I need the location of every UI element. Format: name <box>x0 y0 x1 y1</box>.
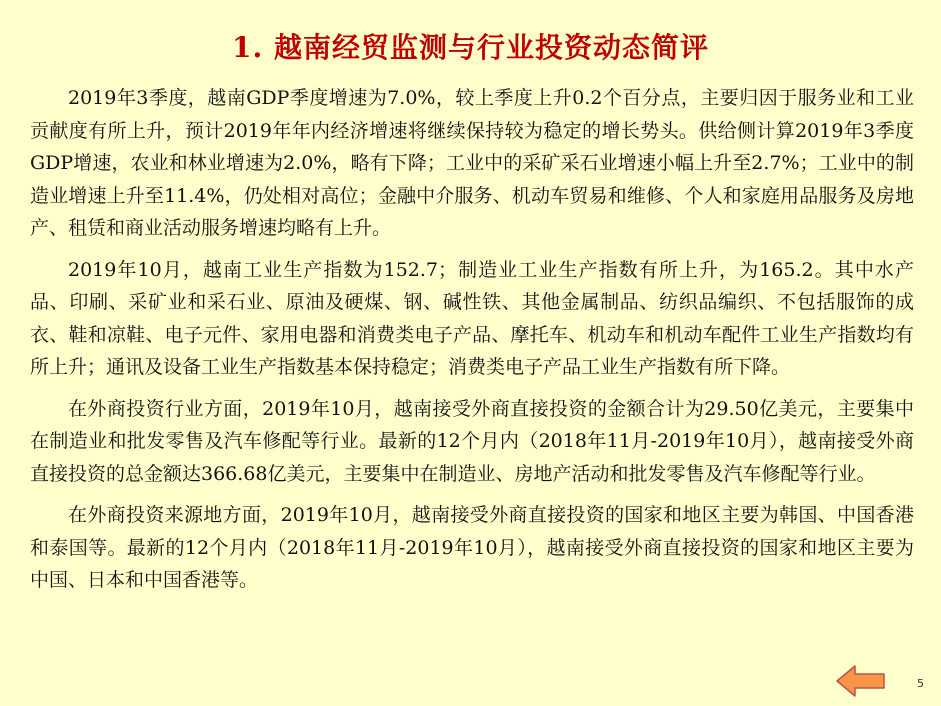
paragraph-gdp: 2019年3季度，越南GDP季度增速为7.0%，较上季度上升0.2个百分点，主要归因于服务业和工业贡献度有所上升，预计2019年年内经济增速将继续保持较为稳定的增长势头。供给侧计算2019年3季度GDP增速，农业和林业增速为2.0%，略有下降；工业中的采矿采石业增速小幅上升至2.7%；工业中的制造业增速上升至11.4%，仍处相对高位；金融中介服务、机动车贸易和维修、个人和家庭用品服务及房地产、租赁和商业活动服务增速均略有上升。 <box>30 87 914 239</box>
back-arrow-button[interactable] <box>835 663 887 699</box>
paragraph-fdi-source: 在外商投资来源地方面，2019年10月，越南接受外商直接投资的国家和地区主要为韩国、中国香港和泰国等。最新的12个月内（2018年11月-2019年10月），越南接受外商直接投资的国家和地区主要为中国、日本和中国香港等。 <box>30 504 914 591</box>
slide-title: 1. 越南经贸监测与行业投资动态简评 <box>232 31 709 64</box>
left-arrow-icon <box>835 663 887 699</box>
paragraph-industrial-production: 2019年10月，越南工业生产指数为152.7；制造业工业生产指数有所上升，为165.2。其中水产品、印刷、采矿业和采石业、原油及硬煤、钢、碱性铁、其他金属制品、纺织品编织、不包括服饰的成衣、鞋和凉鞋、电子元件、家用电器和消费类电子产品、摩托车、机动车和机动车配件工业生产指数均有所上升；通讯及设备工业生产指数基本保持稳定；消费类电子产品工业生产指数有所下降。 <box>30 258 914 378</box>
page-number: 5 <box>917 677 924 690</box>
paragraph-fdi-industry: 在外商投资行业方面，2019年10月，越南接受外商直接投资的金额合计为29.50亿美元，主要集中在制造业和批发零售及汽车修配等行业。最新的12个月内（2018年11月-2019年10月），越南接受外商直接投资的总金额达366.68亿美元，主要集中在制造业、房地产活动和批发零售及汽车修配等行业。 <box>30 397 914 485</box>
slide-content <box>30 82 914 606</box>
